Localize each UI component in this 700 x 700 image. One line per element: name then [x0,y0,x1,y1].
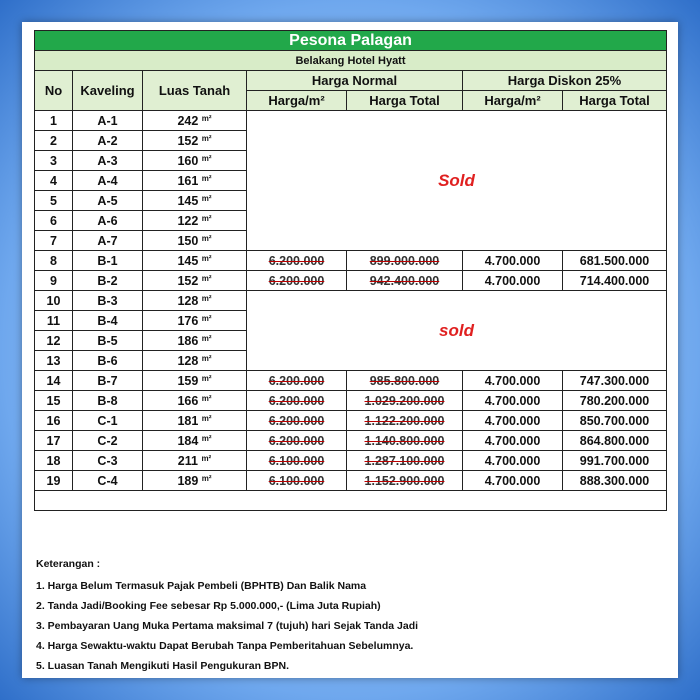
row-no: 15 [35,391,73,411]
normal-harga-total [347,411,463,431]
diskon-harga-total: 780.200.000 [563,391,667,411]
strikethrough-price: 6.200.000 [268,413,325,428]
strikethrough-price: 1.287.100.000 [364,453,445,468]
normal-harga-m2 [247,391,347,411]
row-luas-tanah [143,451,247,471]
row-kaveling: A-4 [73,171,143,191]
strikethrough-price: 6.200.000 [268,253,325,268]
diskon-harga-total: 991.700.000 [563,451,667,471]
row-no: 4 [35,171,73,191]
normal-harga-total [347,471,463,491]
blank-row [35,491,667,511]
row-no: 6 [35,211,73,231]
unit-label: m² [201,233,212,243]
table-row [35,391,667,411]
row-kaveling: A-3 [73,151,143,171]
diskon-harga-m2: 4.700.000 [463,391,563,411]
strikethrough-price: 985.800.000 [369,373,440,388]
row-no: 19 [35,471,73,491]
normal-harga-total [347,371,463,391]
sold-label: sold [247,291,667,371]
notes-section [36,554,656,676]
strikethrough-price: 1.152.900.000 [364,473,445,488]
unit-label: m² [201,313,212,323]
luas-value: 211 [177,453,198,468]
diskon-harga-total: 747.300.000 [563,371,667,391]
note-item: 1. Harga Belum Termasuk Pajak Pembeli (BPHTB) Dan Balik Nama [36,580,367,592]
table-subtitle: Belakang Hotel Hyatt [35,51,667,71]
notes-heading: Keterangan : [36,558,101,570]
diskon-harga-m2: 4.700.000 [463,371,563,391]
row-no: 9 [35,271,73,291]
luas-value: 122 [177,213,199,228]
luas-value: 186 [177,333,199,348]
strikethrough-price: 942.400.000 [369,273,440,288]
normal-harga-total [347,391,463,411]
table-row [35,291,667,311]
row-luas-tanah [143,231,247,251]
strikethrough-price: 6.200.000 [268,433,325,448]
row-luas-tanah [143,351,247,371]
row-no: 3 [35,151,73,171]
row-kaveling: C-4 [73,471,143,491]
row-kaveling: B-7 [73,371,143,391]
unit-label: m² [201,473,212,483]
unit-label: m² [201,193,212,203]
row-no: 2 [35,131,73,151]
luas-value: 159 [177,373,199,388]
row-luas-tanah [143,311,247,331]
diskon-harga-total: 888.300.000 [563,471,667,491]
strikethrough-price: 6.200.000 [268,373,325,388]
row-luas-tanah [143,191,247,211]
row-kaveling: A-2 [73,131,143,151]
table-row [35,251,667,271]
row-kaveling: B-5 [73,331,143,351]
unit-label: m² [201,333,212,343]
row-no: 7 [35,231,73,251]
table-row [35,111,667,131]
row-kaveling: B-1 [73,251,143,271]
strikethrough-price: 6.200.000 [268,273,325,288]
unit-label: m² [201,253,212,263]
price-table [34,30,667,511]
table-row [35,271,667,291]
luas-value: 152 [177,273,199,288]
row-luas-tanah [143,331,247,351]
row-kaveling: B-3 [73,291,143,311]
blank-cell [35,491,667,511]
diskon-harga-total: 714.400.000 [563,271,667,291]
luas-value: 128 [177,293,199,308]
luas-value: 181 [177,413,199,428]
normal-harga-m2 [247,451,347,471]
header-luas: Luas Tanah [143,71,247,111]
row-no: 17 [35,431,73,451]
diskon-harga-m2: 4.700.000 [463,271,563,291]
luas-value: 166 [177,393,199,408]
diskon-harga-total: 850.700.000 [563,411,667,431]
diskon-harga-total: 864.800.000 [563,431,667,451]
row-luas-tanah [143,251,247,271]
header-normal-harga-total: Harga Total [347,91,463,111]
unit-label: m² [201,113,212,123]
unit-label: m² [201,413,212,423]
row-luas-tanah [143,151,247,171]
note-item: 2. Tanda Jadi/Booking Fee sebesar Rp 5.000.000,- (Lima Juta Rupiah) [36,600,381,612]
row-kaveling: B-6 [73,351,143,371]
row-kaveling: C-3 [73,451,143,471]
row-no: 10 [35,291,73,311]
row-no: 5 [35,191,73,211]
normal-harga-m2 [247,411,347,431]
diskon-harga-m2: 4.700.000 [463,471,563,491]
diskon-harga-total: 681.500.000 [563,251,667,271]
normal-harga-total [347,431,463,451]
row-luas-tanah [143,111,247,131]
normal-harga-total [347,271,463,291]
diskon-harga-m2: 4.700.000 [463,411,563,431]
table-row [35,431,667,451]
row-kaveling: A-5 [73,191,143,211]
row-kaveling: C-1 [73,411,143,431]
diskon-harga-m2: 4.700.000 [463,451,563,471]
unit-label: m² [201,133,212,143]
strikethrough-price: 899.000.000 [369,253,440,268]
row-luas-tanah [143,411,247,431]
header-kaveling: Kaveling [73,71,143,111]
unit-label: m² [201,453,212,463]
normal-harga-total [347,251,463,271]
luas-value: 242 [177,113,199,128]
row-kaveling: A-1 [73,111,143,131]
header-diskon-harga-total: Harga Total [563,91,667,111]
normal-harga-m2 [247,371,347,391]
unit-label: m² [201,173,212,183]
luas-value: 189 [177,473,199,488]
normal-harga-m2 [247,271,347,291]
note-item: 4. Harga Sewaktu-waktu Dapat Berubah Tanpa Pemberitahuan Sebelumnya. [36,640,414,652]
strikethrough-price: 1.122.200.000 [364,413,445,428]
luas-value: 128 [177,353,199,368]
row-kaveling: B-8 [73,391,143,411]
luas-value: 176 [177,313,199,328]
table-row [35,371,667,391]
unit-label: m² [201,293,212,303]
row-no: 14 [35,371,73,391]
row-no: 16 [35,411,73,431]
row-kaveling: B-4 [73,311,143,331]
row-luas-tanah [143,131,247,151]
header-harga-diskon: Harga Diskon 25% [463,71,667,91]
table-row [35,411,667,431]
row-no: 1 [35,111,73,131]
normal-harga-total [347,451,463,471]
strikethrough-price: 1.029.200.000 [364,393,445,408]
strikethrough-price: 6.200.000 [268,393,325,408]
strikethrough-price: 6.100.000 [268,473,325,488]
header-no: No [35,71,73,111]
table-title: Pesona Palagan [35,31,667,51]
row-luas-tanah [143,211,247,231]
normal-harga-m2 [247,431,347,451]
unit-label: m² [201,213,212,223]
header-diskon-harga-m2: Harga/m² [463,91,563,111]
diskon-harga-m2: 4.700.000 [463,431,563,451]
row-no: 8 [35,251,73,271]
row-luas-tanah [143,271,247,291]
unit-label: m² [201,153,212,163]
row-luas-tanah [143,171,247,191]
row-kaveling: C-2 [73,431,143,451]
note-item: 5. Luasan Tanah Mengikuti Hasil Pengukuran BPN. [36,660,290,672]
unit-label: m² [201,373,212,383]
header-harga-normal: Harga Normal [247,71,463,91]
table-row [35,471,667,491]
header-normal-harga-m2: Harga/m² [247,91,347,111]
row-no: 11 [35,311,73,331]
row-luas-tanah [143,371,247,391]
luas-value: 160 [177,153,199,168]
row-kaveling: A-6 [73,211,143,231]
unit-label: m² [201,433,212,443]
strikethrough-price: 1.140.800.000 [364,433,445,448]
normal-harga-m2 [247,251,347,271]
luas-value: 152 [177,133,199,148]
row-luas-tanah [143,471,247,491]
luas-value: 145 [177,253,199,268]
unit-label: m² [201,393,212,403]
row-no: 13 [35,351,73,371]
row-luas-tanah [143,391,247,411]
strikethrough-price: 6.100.000 [268,453,325,468]
table-row [35,451,667,471]
row-no: 12 [35,331,73,351]
sold-label: Sold [247,111,667,251]
row-kaveling: B-2 [73,271,143,291]
row-no: 18 [35,451,73,471]
normal-harga-m2 [247,471,347,491]
price-list-sheet [22,22,678,678]
luas-value: 161 [177,173,199,188]
row-kaveling: A-7 [73,231,143,251]
luas-value: 150 [177,233,199,248]
note-item: 3. Pembayaran Uang Muka Pertama maksimal 7 (tujuh) hari Sejak Tanda Jadi [36,620,419,632]
luas-value: 145 [177,193,199,208]
row-luas-tanah [143,431,247,451]
unit-label: m² [201,273,212,283]
unit-label: m² [201,353,212,363]
luas-value: 184 [177,433,199,448]
row-luas-tanah [143,291,247,311]
diskon-harga-m2: 4.700.000 [463,251,563,271]
